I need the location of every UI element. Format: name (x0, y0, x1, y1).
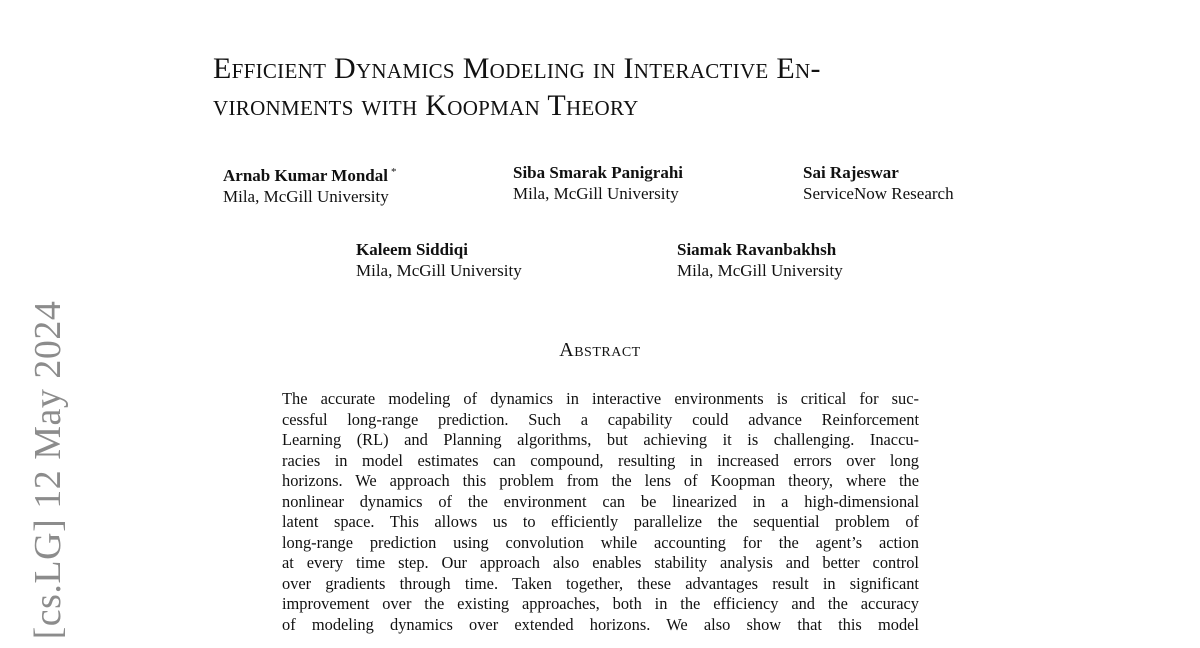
author-affiliation: Mila, McGill University (513, 184, 679, 203)
author-name: Siba Smarak Panigrahi (513, 163, 684, 182)
author-name: Kaleem Siddiqi (356, 240, 468, 259)
abstract-line: racies in model estimates can compound, resulting in increased errors over long (282, 450, 919, 470)
author-affiliation: Mila, McGill University (677, 261, 843, 280)
author-block-2 (513, 162, 683, 204)
title-line-1: Efficient Dynamics Modeling in Interactive En- (213, 52, 821, 85)
abstract-line: horizons. We approach this problem from the lens of Koopman theory, where the (282, 471, 919, 490)
abstract-heading: Abstract (559, 339, 641, 361)
author-affiliation: Mila, McGill University (223, 187, 389, 206)
abstract-line: over gradients through time. Taken together, these advantages result in significant (282, 573, 919, 593)
author-block-1 (223, 162, 397, 207)
abstract-line: Learning (RL) and Planning algorithms, but achieving it is challenging. Inaccu- (282, 430, 919, 449)
author-name: Siamak Ravanbakhsh (677, 240, 837, 259)
abstract-body (282, 389, 919, 635)
abstract-line: of modeling dynamics over extended horizons. We also show that this model (282, 614, 919, 634)
paper-title (213, 50, 1013, 124)
abstract-line: improvement over the existing approaches, both in the efficiency and the accuracy (282, 594, 919, 613)
arxiv-identifier-stamp: [cs.LG] 12 May 2024 (27, 300, 69, 640)
author-affiliation: ServiceNow Research (803, 184, 954, 203)
abstract-line: long-range prediction using convolution while accounting for the agent’s action (282, 532, 919, 552)
abstract-line: nonlinear dynamics of the environment can be linearized in a high-dimensional (282, 491, 919, 511)
abstract-line: The accurate modeling of dynamics in interactive environments is critical for suc- (282, 389, 919, 408)
abstract-line: at every time step. Our approach also enables stability analysis and better control (282, 553, 919, 572)
author-name: Sai Rajeswar (803, 163, 899, 182)
author-block-4 (356, 239, 522, 281)
abstract-line: latent space. This allows us to efficiently parallelize the sequential problem of (282, 512, 919, 531)
author-name: Arnab Kumar Mondal * (223, 166, 397, 185)
title-line-2: vironments with Koopman Theory (213, 89, 639, 122)
author-block-5 (677, 239, 843, 281)
abstract-line: cessful long-range prediction. Such a capability could advance Reinforcement (282, 409, 919, 429)
author-block-3 (803, 162, 954, 204)
author-affiliation: Mila, McGill University (356, 261, 522, 280)
footnote-mark: * (391, 166, 397, 178)
